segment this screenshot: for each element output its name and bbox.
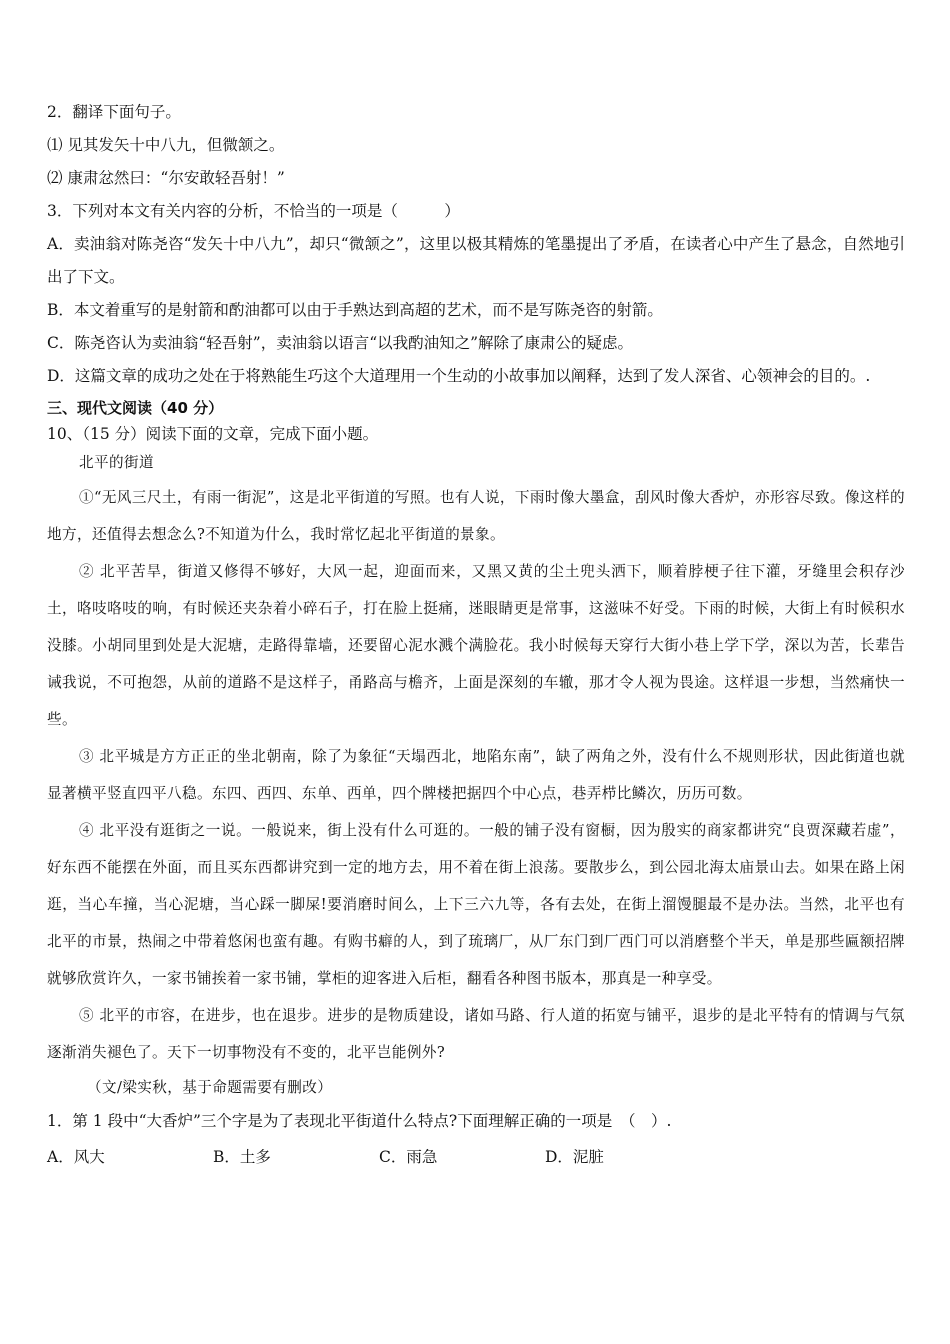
question-10-intro: 10、（15 分）阅读下面的文章，完成下面小题。 [47, 425, 379, 443]
question-1-option-a: A．风大 [47, 1148, 105, 1166]
article-paragraph-2: ② 北平苦旱，街道又修得不够好，大风一起，迎面而来，又黑又黄的尘土兜头洒下，顺着脖梗子往下灌，牙缝里会积存沙土，咯吱咯吱的响，有时候还夹杂着小碎石子，打在脸上挺痛，迷眼睛更是常事，这滋味不好受。下雨的时候，大街上有时候积水没膝。小胡同里到处是大泥塘，走路得靠墙，还要留心泥水溅个满脸花。我小时候每天穿行大街小巷上学下学，深以为苦，长辈告诫我说，不可抱怨，从前的道路不是这样子，甬路高与檐齐，上面是深刻的车辙，那才令人视为畏途。这样退一步想，当然痛快一些。 [47, 563, 905, 728]
question-1-options [47, 1140, 905, 1174]
article-paragraph-1: ①“无风三尺土，有雨一街泥”，这是北平街道的写照。也有人说，下雨时像大墨盒，刮风时像大香炉，亦形容尽致。像这样的地方，还值得去想念么?不知道为什么，我时常忆起北平街道的景象。 [47, 489, 905, 543]
document-page [47, 96, 905, 1174]
question-2-sentence-1: ⑴ 见其发矢十中八九，但微颔之。 [47, 136, 285, 154]
question-3-option-d: D．这篇文章的成功之处在于将熟能生巧这个大道理用一个生动的小故事加以阐释，达到了发人深省、心领神会的目的。. [47, 367, 871, 385]
article-source: （文/梁实秋，基于命题需要有删改） [87, 1079, 333, 1096]
question-1-title: 1．第 1 段中“大香炉”三个字是为了表现北平街道什么特点?下面理解正确的一项是 （ ）. [47, 1112, 672, 1130]
article-paragraph-4: ④ 北平没有逛街之一说。一般说来，街上没有什么可逛的。一般的铺子没有窗橱，因为殷实的商家都讲究“良贾深藏若虚”，好东西不能摆在外面，而且买东西都讲究到一定的地方去，用不着在街上浪荡。要散步么，到公园北海太庙景山去。如果在路上闲逛，当心车撞，当心泥塘，当心踩一脚屎!要消磨时间么，上下三六九等，各有去处，在街上溜馒腿最不是办法。当然，北平也有北平的市景，热闹之中带着悠闲也蛮有趣。有购书癖的人，到了琉璃厂，从厂东门到厂西门可以消磨整个半天，单是那些匾额招牌就够欣赏许久，一家书铺挨着一家书铺，掌柜的迎客进入后柜，翻看各种图书版本，那真是一种享受。 [47, 822, 905, 987]
question-3-title: 3．下列对本文有关内容的分析，不恰当的一项是（ ） [47, 202, 460, 220]
question-1-option-c: C．雨急 [379, 1148, 438, 1166]
question-2-title: 2．翻译下面句子。 [47, 103, 181, 121]
article-paragraph-3: ③ 北平城是方方正正的坐北朝南，除了为象征“天塌西北，地陷东南”，缺了两角之外，没有什么不规则形状，因此街道也就显著横平竖直四平八稳。东四、西四、东单、西单，四个牌楼把据四个中心点，巷弄栉比鳞次，历历可数。 [47, 748, 905, 802]
article-title: 北平的街道 [79, 454, 154, 471]
question-3-option-b: B．本文着重写的是射箭和酌油都可以由于手熟达到高超的艺术，而不是写陈尧咨的射箭。 [47, 301, 663, 319]
question-3-option-c: C．陈尧咨认为卖油翁“轻吾射”，卖油翁以语言“以我酌油知之”解除了康肃公的疑虑。 [47, 334, 634, 352]
question-2-sentence-2: ⑵ 康肃忿然曰：“尔安敢轻吾射！” [47, 169, 285, 187]
question-1-option-b: B．土多 [213, 1148, 271, 1166]
article-paragraph-5: ⑤ 北平的市容，在进步，也在退步。进步的是物质建设，诸如马路、行人道的拓宽与铺平，退步的是北平特有的情调与气氛逐渐消失褪色了。天下一切事物没有不变的，北平岂能例外? [47, 1007, 905, 1061]
section-heading: 三、现代文阅读（40 分） [47, 399, 224, 417]
question-1-option-d: D．泥脏 [545, 1148, 604, 1166]
question-3-option-a: A．卖油翁对陈尧咨“发矢十中八九”，却只“微颔之”，这里以极其精炼的笔墨提出了矛盾，在读者心中产生了悬念，自然地引出了下文。 [47, 235, 905, 286]
